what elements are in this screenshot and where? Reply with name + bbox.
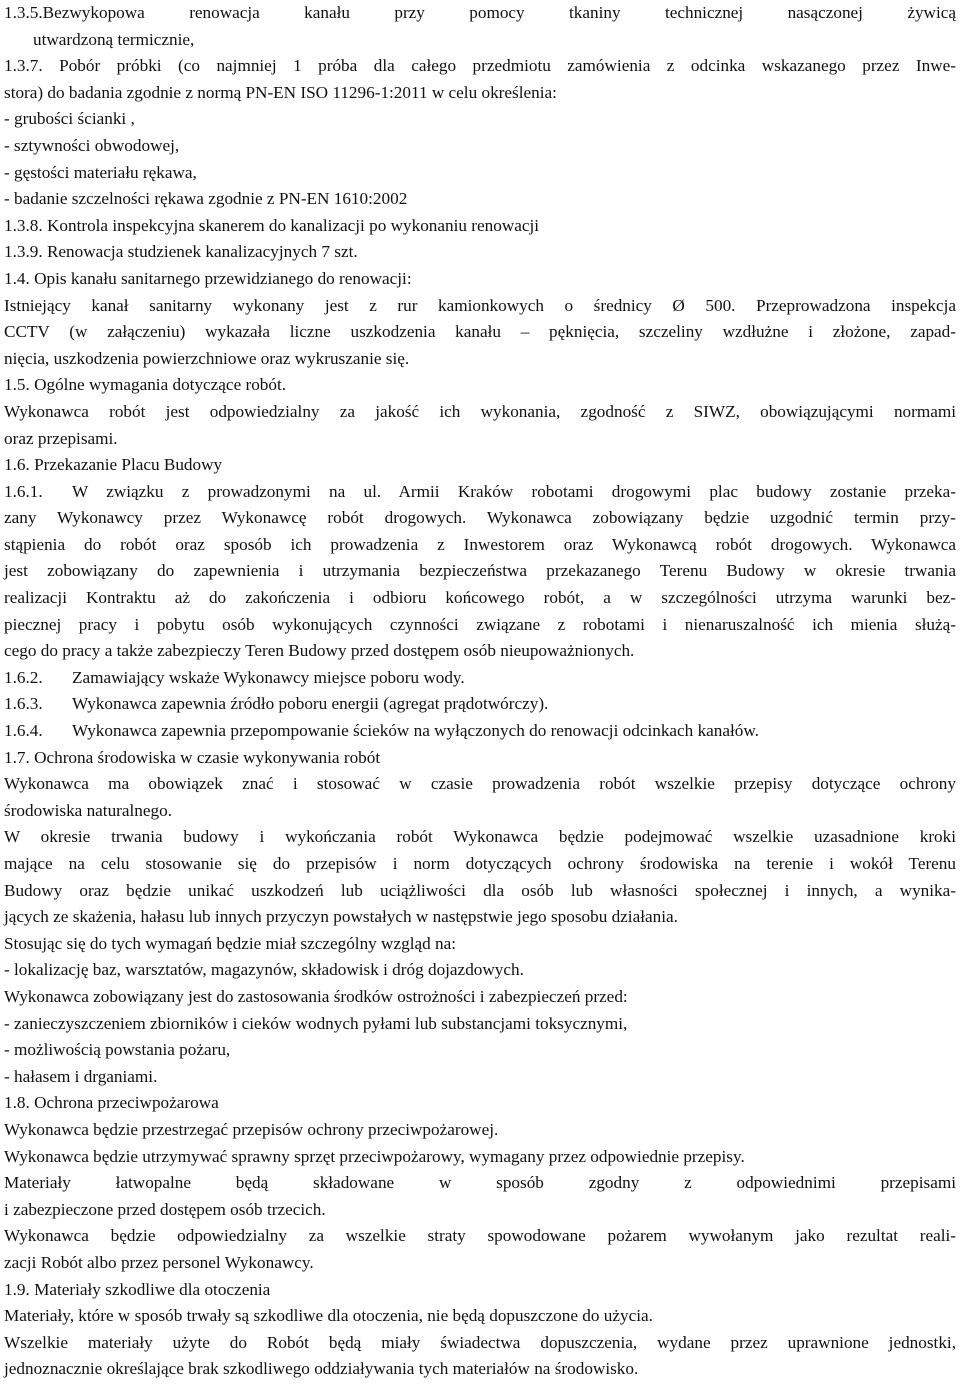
line-text: środowiska naturalnego.	[4, 800, 173, 820]
line-text: Wykonawca będzie utrzymywać sprawny sprzęt przeciwpożarowy, wymagany przez odpowiednie przepisy.	[4, 1146, 745, 1166]
text-line	[4, 1170, 956, 1197]
text-line	[4, 479, 956, 506]
line-text: cego do pracy a także zabezpieczy Teren Budowy przed dostępem osób nieupoważnionych.	[4, 641, 635, 661]
text-line	[4, 1223, 956, 1250]
text-line	[4, 1144, 956, 1171]
text-line	[4, 505, 956, 532]
line-text: Budowy oraz będzie unikać uszkodzeń lub uciążliwości dla osób lub własności społecznej i innych, a wynika-	[4, 880, 956, 900]
text-line	[4, 558, 956, 585]
text-line	[4, 638, 956, 665]
line-text: 1.3.9. Renowacja studzienek kanalizacyjnych 7 szt.	[4, 242, 358, 262]
text-line	[4, 691, 956, 718]
line-text: - badanie szczelności rękawa zgodnie z PN-EN 1610:2002	[4, 189, 408, 209]
text-line	[4, 1277, 956, 1304]
line-text: Wykonawca zapewnia źródło poboru energii (agregat prądotwórczy).	[72, 694, 549, 714]
text-line	[4, 798, 956, 825]
text-line	[4, 1090, 956, 1117]
line-text: - hałasem i drganiami.	[4, 1066, 158, 1086]
line-text: Wykonawca będzie odpowiedzialny za wszelkie straty spowodowane pożarem wywołanym jako rezultat reali-	[4, 1226, 956, 1246]
text-line	[4, 1303, 956, 1330]
line-text: - gęstości materiału rękawa,	[4, 162, 197, 182]
text-line	[4, 1037, 956, 1064]
line-text: oraz przepisami.	[4, 428, 118, 448]
line-text: piecznej pracy i pobytu osób wykonujących czynności związane z robotami i nienaruszalność ich mienia służą-	[4, 614, 956, 634]
text-line	[4, 1117, 956, 1144]
text-line	[4, 585, 956, 612]
text-line	[4, 133, 956, 160]
line-text: Wykonawca zapewnia przepompowanie ścieków na wyłączonych do renowacji odcinkach kanałów.	[72, 721, 759, 741]
line-text: mające na celu stosowanie się do przepisów i norm dotyczących ochrony środowiska na terenie i wokół Terenu	[4, 854, 956, 873]
section-number: 1.6.2.	[4, 667, 43, 687]
line-text: jących ze skażenia, hałasu lub innych przyczyn powstałych w następstwie jego sposobu działania.	[4, 907, 678, 927]
text-line	[4, 1011, 956, 1038]
section-number: 1.6.4.	[4, 721, 43, 741]
line-text: 1.3.5.Bezwykopowa renowacja kanału przy pomocy tkaniny technicznej nasączonej żywicą	[4, 3, 956, 22]
line-text: stora) do badania zgodnie z normą PN-EN ISO 11296-1:2011 w celu określenia:	[4, 82, 557, 102]
text-line	[4, 1250, 956, 1277]
text-line	[4, 53, 956, 80]
text-line	[4, 266, 956, 293]
line-text: jest zobowiązany do zapewnienia i utrzymania bezpieczeństwa przekazanego Terenu Budowy w okresie trwania	[4, 561, 956, 581]
document-body	[4, 0, 956, 1383]
text-line	[4, 426, 956, 453]
line-text: utwardzoną termicznie,	[33, 29, 195, 49]
line-text: W okresie trwania budowy i wykończania robót Wykonawca będzie podejmować wszelkie uzasadnione kroki	[4, 827, 956, 847]
line-text: Stosując się do tych wymagań będzie miał szczególny wzgląd na:	[4, 933, 456, 953]
line-text: stąpienia do robót oraz sposób ich prowadzenia z Inwestorem oraz Wykonawcą robót drogowych. Wykonawca	[4, 534, 956, 554]
text-line	[4, 1064, 956, 1091]
text-line	[4, 1356, 956, 1383]
line-text: CCTV (w załączeniu) wykazała liczne uszkodzenia kanału – pęknięcia, szczeliny wzdłużne i złożone, zapad-	[4, 322, 956, 342]
line-text: W związku z prowadzonymi na ul. Armii Kraków robotami drogowymi plac budowy zostanie przeka-	[72, 481, 956, 501]
section-number: 1.6.1.	[4, 481, 43, 501]
text-line	[4, 1197, 956, 1224]
text-line	[4, 239, 956, 266]
text-line	[4, 532, 956, 559]
line-text: - grubości ścianki ,	[4, 109, 135, 129]
text-line	[4, 718, 956, 745]
text-line	[4, 27, 956, 54]
text-line	[4, 878, 956, 905]
text-line	[4, 160, 956, 187]
line-text: - sztywności obwodowej,	[4, 135, 180, 155]
line-text: Wykonawca zobowiązany jest do zastosowania środków ostrożności i zabezpieczeń przed:	[4, 986, 628, 1006]
line-text: nięcia, uszkodzenia powierzchniowe oraz wykruszanie się.	[4, 348, 410, 368]
line-text: - lokalizację baz, warsztatów, magazynów, składowisk i dróg dojazdowych.	[4, 960, 524, 980]
line-text: realizacji Kontraktu aż do zakończenia i odbioru końcowego robót, a w szczególności utrzyma warunki bez-	[4, 588, 956, 608]
text-line	[4, 319, 956, 346]
text-line	[4, 213, 956, 240]
line-text: Wykonawca ma obowiązek znać i stosować w czasie prowadzenia robót wszelkie przepisy dotyczące ochrony	[4, 774, 956, 794]
line-text: 1.9. Materiały szkodliwe dla otoczenia	[4, 1279, 271, 1299]
text-line	[4, 665, 956, 692]
line-text: zany Wykonawcy przez Wykonawcę robót drogowych. Wykonawca zobowiązany będzie uzgodnić termin przy-	[4, 508, 956, 528]
text-line	[4, 904, 956, 931]
text-line	[4, 771, 956, 798]
line-text: - zanieczyszczeniem zbiorników i cieków wodnych pyłami lub substancjami toksycznymi,	[4, 1013, 628, 1033]
text-line	[4, 106, 956, 133]
text-line	[4, 346, 956, 373]
line-text: Materiały, które w sposób trwały są szkodliwe dla otoczenia, nie będą dopuszczone do użycia.	[4, 1306, 653, 1326]
text-line	[4, 372, 956, 399]
text-line	[4, 745, 956, 772]
line-text: 1.7. Ochrona środowiska w czasie wykonywania robót	[4, 747, 381, 767]
text-line	[4, 1330, 956, 1357]
text-line	[4, 612, 956, 639]
line-text: 1.3.7. Pobór próbki (co najmniej 1 próba dla całego przedmiotu zamówienia z odcinka wskazanego przez Inwe-	[4, 56, 956, 76]
line-text: 1.8. Ochrona przeciwpożarowa	[4, 1093, 219, 1113]
line-text: zacji Robót albo przez personel Wykonawcy.	[4, 1252, 314, 1272]
text-line	[4, 851, 956, 878]
line-text: Zamawiający wskaże Wykonawcy miejsce poboru wody.	[72, 667, 465, 687]
line-text: Istniejący kanał sanitarny wykonany jest z rur kamionkowych o średnicy Ø 500. Przeprowadzona inspekcja	[4, 295, 956, 315]
line-text: 1.5. Ogólne wymagania dotyczące robót.	[4, 375, 287, 395]
text-line	[4, 399, 956, 426]
line-text: i zabezpieczone przed dostępem osób trzecich.	[4, 1199, 326, 1219]
line-text: Wykonawca będzie przestrzegać przepisów ochrony przeciwpożarowej.	[4, 1119, 499, 1139]
line-text: 1.4. Opis kanału sanitarnego przewidzianego do renowacji:	[4, 268, 412, 288]
line-text: Materiały łatwopalne będą składowane w sposób zgodny z odpowiednimi przepisami	[4, 1173, 956, 1193]
text-line	[4, 824, 956, 851]
text-line	[4, 957, 956, 984]
text-line	[4, 186, 956, 213]
text-line	[4, 293, 956, 320]
line-text: Wszelkie materiały użyte do Robót będą miały świadectwa dopuszczenia, wydane przez uprawnione jednostki,	[4, 1332, 956, 1352]
line-text: Wykonawca robót jest odpowiedzialny za jakość ich wykonania, zgodność z SIWZ, obowiązującymi normami	[4, 401, 956, 421]
line-text: 1.6. Przekazanie Placu Budowy	[4, 455, 223, 475]
section-number: 1.6.3.	[4, 694, 43, 714]
line-text: jednoznacznie określające brak szkodliwego oddziaływania tych materiałów na środowisko.	[4, 1359, 639, 1379]
text-line	[4, 452, 956, 479]
text-line	[4, 0, 956, 27]
text-line	[4, 931, 956, 958]
text-line	[4, 80, 956, 107]
line-text: 1.3.8. Kontrola inspekcyjna skanerem do kanalizacji po wykonaniu renowacji	[4, 215, 540, 235]
line-text: - możliwością powstania pożaru,	[4, 1040, 231, 1060]
text-line	[4, 984, 956, 1011]
